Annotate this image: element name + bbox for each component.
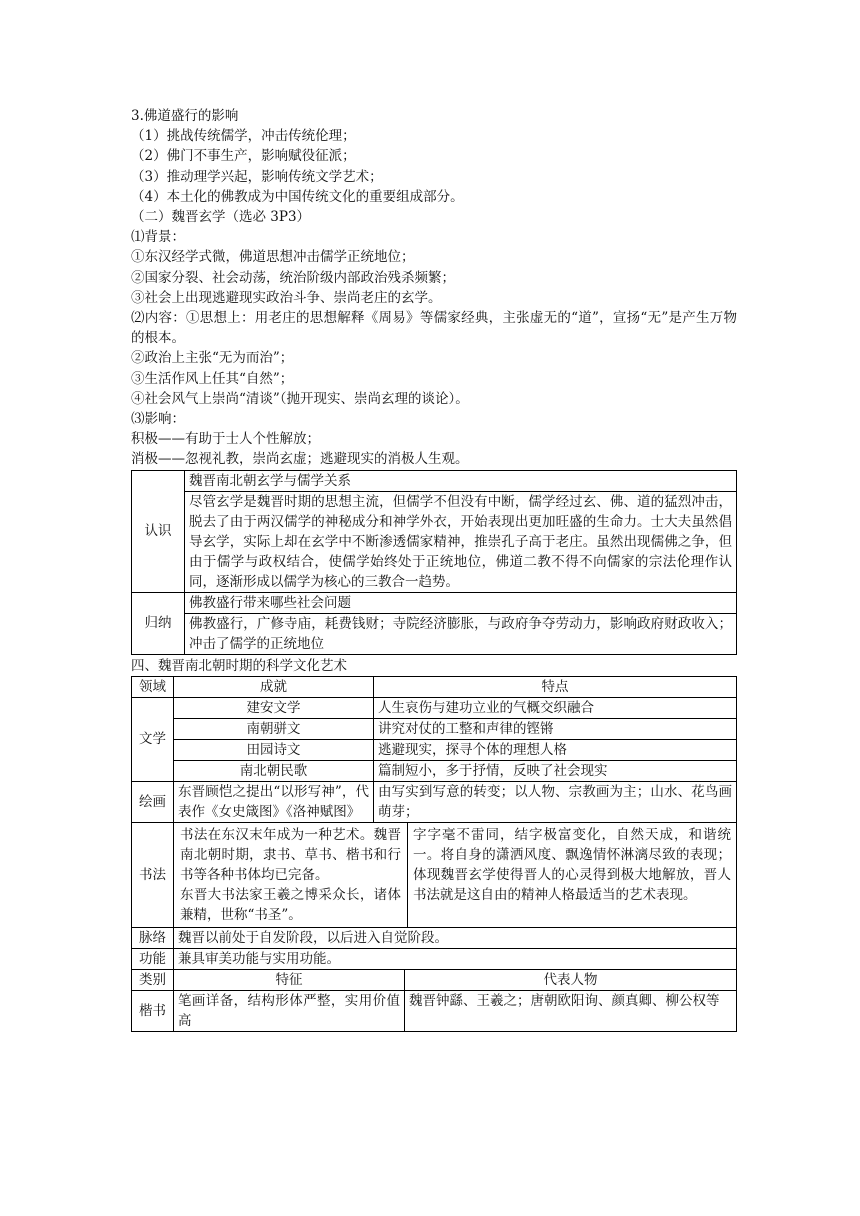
- shufa-feature: 字字毫不雷同，结字极富变化，自然天成，和谐统一。将自身的潇洒风度、飘逸情怀淋漓尽致的表现；体现魏晋玄学使得晋人的心灵得到极大地解放，晋人书法就是这自由的精神人格最适当的艺术表现。: [408, 823, 737, 927]
- text-line: ②国家分裂、社会动荡，统治阶级内部政治残杀频繁；: [131, 269, 455, 286]
- text-line: ③社会上出现逃避现实政治斗争、崇尚老庄的玄学。: [131, 289, 442, 306]
- renshi-title: 魏晋南北朝玄学与儒学关系: [185, 470, 737, 491]
- text-line: 积极——有助于士人个性解放；: [131, 431, 320, 448]
- shufa-cell: [174, 822, 737, 927]
- guina-body: 佛教盛行，广修寺庙，耗费钱财；寺院经济膨胀，与政府争夺劳动力，影响政府财政收入；冲击了儒学的正统地位: [185, 613, 737, 654]
- header-category: 类别: [132, 969, 174, 990]
- wenxue-achievement: 建安文学: [174, 697, 374, 718]
- text-line: （2）佛门不事生产，影响赋役征派；: [131, 148, 356, 165]
- text-line: （3）推动理学兴起，影响传统文学艺术；: [131, 168, 383, 185]
- section-four-title: 四、魏晋南北朝时期的科学文化艺术: [131, 657, 347, 674]
- document-content: [131, 106, 737, 1032]
- wenxue-achievement: 南北朝民歌: [174, 760, 374, 781]
- guina-title: 佛教盛行带来哪些社会问题: [185, 592, 737, 613]
- wenxue-feature: 逃避现实，探寻个体的理想人格: [374, 739, 737, 760]
- heading-background: ⑴背景：: [131, 229, 185, 246]
- header-field: 领域: [132, 676, 174, 697]
- text-line: ③生活作风上任其“自然”；: [131, 370, 294, 387]
- kaishu-feature: 笔画详备，结构形体严整，实用价值高: [174, 990, 405, 1031]
- row-label-wenxue: 文学: [132, 697, 174, 781]
- row-label-mailuo: 脉络: [132, 927, 174, 948]
- shufa-inner-table: [174, 823, 736, 927]
- shufa-achievement-1: 书法在东汉末年成为一种艺术。魏晋南北朝时期，隶书、草书、楷书和行书等各种书体均已完备。: [180, 826, 401, 883]
- huihua-feature: 由写实到写意的转变；以人物、宗教画为主；山水、花鸟画萌芽；: [374, 781, 737, 822]
- text-line: ④社会风气上崇尚“清谈”（抛开现实、崇尚玄理的谈论）。: [131, 390, 469, 407]
- mailuo-text: 魏晋以前处于自发阶段，以后进入自觉阶段。: [174, 927, 737, 948]
- row-label-huihua: 绘画: [132, 781, 174, 822]
- text-line: 消极——忽视礼教，崇尚玄虚；逃避现实的消极人生观。: [131, 451, 469, 468]
- text-paragraph-content: ⑵内容：①思想上：用老庄的思想解释《周易》等儒家经典，主张虚无的“道”，宣扬“无”是产生万物的根本。: [131, 310, 737, 347]
- row-label-kaishu: 楷书: [132, 990, 174, 1031]
- gongneng-text: 兼具审美功能与实用功能。: [174, 948, 737, 969]
- heading-wei-jin-xuanxue: （二）魏晋玄学（选必 3P3）: [131, 209, 311, 226]
- wenxue-feature: 篇制短小，多于抒情，反映了社会现实: [374, 760, 737, 781]
- wenxue-feature: 人生哀伤与建功立业的气概交织融合: [374, 697, 737, 718]
- wenxue-achievement: 田园诗文: [174, 739, 374, 760]
- header-representatives: 代表人物: [405, 969, 737, 990]
- row-label-shufa: 书法: [132, 822, 174, 927]
- header-achievement: 成就: [174, 676, 374, 697]
- heading-influence: ⑶影响：: [131, 411, 185, 428]
- row-label-gongneng: 功能: [132, 948, 174, 969]
- huihua-achievement: 东晋顾恺之提出“以形写神”，代表作《女史箴图》《洛神赋图》: [174, 781, 374, 822]
- wenxue-feature: 讲究对仗的工整和声律的铿锵: [374, 718, 737, 739]
- text-line: ②政治上主张“无为而治”；: [131, 350, 294, 367]
- row-label-renshi: 认识: [132, 470, 185, 592]
- text-line: （4）本土化的佛教成为中国传统文化的重要组成部分。: [131, 188, 464, 205]
- header-feature: 特点: [374, 676, 737, 697]
- culture-art-table: [131, 676, 737, 1032]
- heading-buddhism-taoism-impact: 3.佛道盛行的影响: [131, 108, 239, 124]
- summary-table: [131, 470, 737, 655]
- kaishu-people: 魏晋钟繇、王羲之；唐朝欧阳询、颜真卿、柳公权等: [405, 990, 737, 1031]
- shufa-achievement: [174, 823, 408, 927]
- text-line: （1）挑战传统儒学，冲击传统伦理；: [131, 128, 356, 145]
- wenxue-achievement: 南朝骈文: [174, 718, 374, 739]
- row-label-guina: 归纳: [132, 592, 185, 654]
- text-line: ①东汉经学式微，佛道思想冲击儒学正统地位；: [131, 249, 415, 266]
- shufa-achievement-2: 东晋大书法家王羲之博采众长，诸体兼精，世称“书圣”。: [180, 886, 401, 923]
- renshi-body: 尽管玄学是魏晋时期的思想主流，但儒学不但没有中断，儒学经过玄、佛、道的猛烈冲击，脱去了由于两汉儒学的神秘成分和神学外衣，开始表现出更加旺盛的生命力。士大夫虽然倡导玄学，实际上却在玄学中不断渗透儒家精神，推崇孔子高于老庄。虽然出现儒佛之争，但由于儒学与政权结合，使儒学始终处于正统地位，佛道二教不得不向儒家的宗法伦理作认同，逐渐形成以儒学为核心的三教合一趋势。: [185, 491, 737, 592]
- header-characteristics: 特征: [174, 969, 405, 990]
